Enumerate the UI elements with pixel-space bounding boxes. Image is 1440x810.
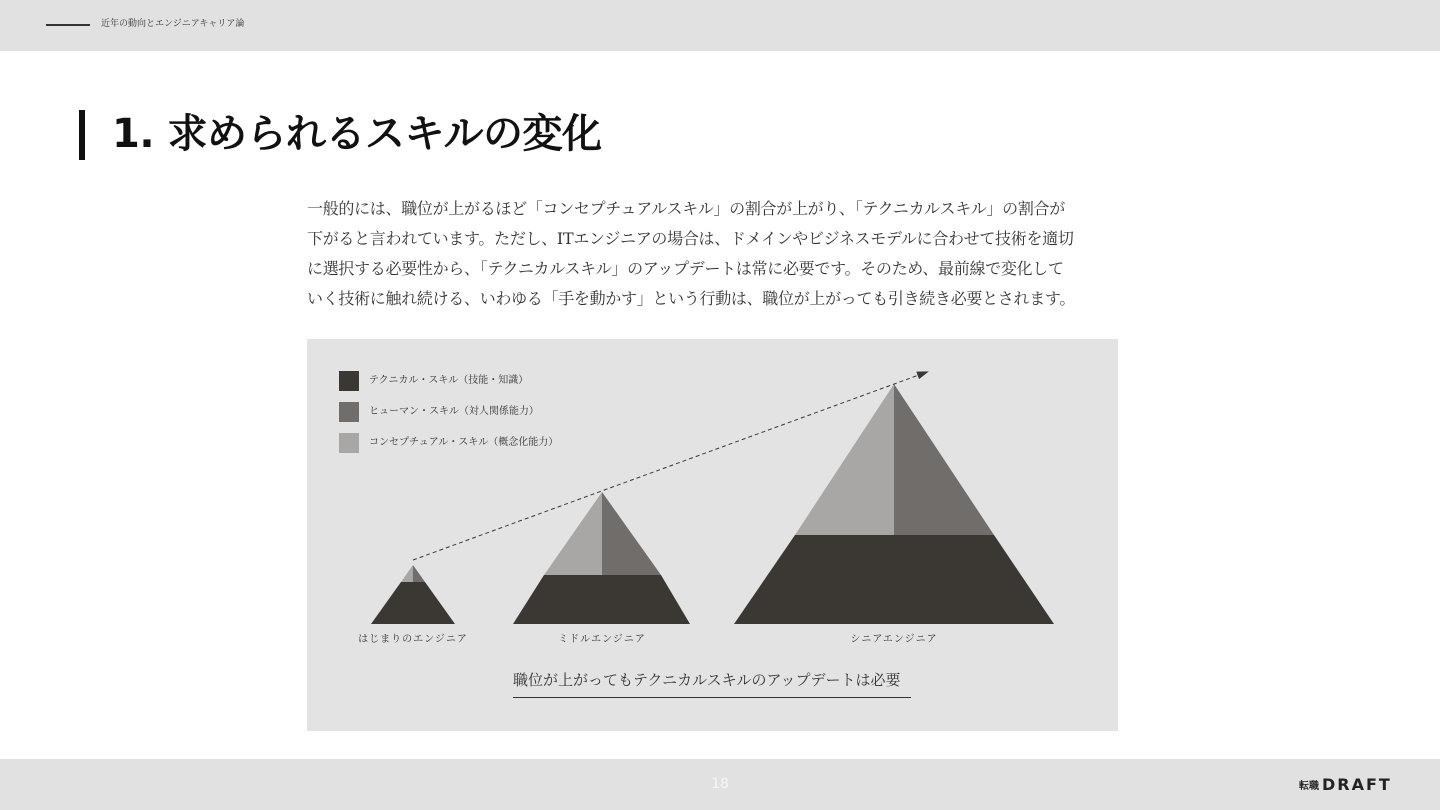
page-number: 18 — [711, 776, 729, 792]
human-skill-segment — [413, 565, 425, 582]
legend-swatch — [339, 433, 359, 453]
brand-logo — [1299, 774, 1392, 794]
logo-big-text: DRAFT — [1322, 775, 1392, 794]
legend-label: ヒューマン・スキル（対人関係能力） — [369, 406, 539, 417]
pyramid-middle — [513, 492, 690, 624]
pyramid-label-senior: シニアエンジニア — [850, 634, 938, 645]
body-line: に選択する必要性から、「テクニカルスキル」のアップデートは常に必要です。そのため、最前線で変化して — [307, 259, 1064, 278]
logo-small-text: 転職 — [1299, 781, 1319, 792]
legend-swatch — [339, 371, 359, 391]
header-bar — [0, 0, 1440, 51]
legend-label: テクニカル・スキル（技能・知識） — [369, 375, 529, 386]
technical-skill-segment — [734, 535, 1054, 624]
technical-skill-segment — [513, 575, 690, 624]
diagram-caption: 職位が上がってもテクニカルスキルのアップデートは必要 — [513, 669, 911, 698]
pyramid-label-middle: ミドルエンジニア — [558, 634, 646, 645]
legend-label: コンセプチュアル・スキル（概念化能力） — [369, 437, 559, 448]
slide-title: 1. 求められるスキルの変化 — [112, 111, 602, 157]
technical-skill-segment — [371, 582, 455, 624]
title-accent-bar — [79, 110, 85, 160]
human-skill-segment — [894, 384, 994, 535]
section-title: 近年の動向とエンジニアキャリア論 — [101, 19, 245, 29]
legend-swatch — [339, 402, 359, 422]
pyramid-label-junior: はじまりのエンジニア — [358, 634, 468, 645]
conceptual-skill-segment — [401, 565, 413, 582]
body-line: 下がると言われています。ただし、ITエンジニアの場合は、ドメインやビジネスモデルに合わせて技術を適切 — [307, 229, 1074, 248]
body-paragraph — [307, 194, 1127, 314]
skill-pyramid-diagram — [307, 339, 1118, 731]
pyramid-senior — [734, 384, 1054, 624]
footer-bar — [0, 759, 1440, 810]
body-line: 一般的には、職位が上がるほど「コンセプチュアルスキル」の割合が上がり、「テクニカルスキル」の割合が — [307, 199, 1065, 218]
pyramid-junior — [371, 565, 455, 624]
header-divider-line — [46, 24, 90, 26]
conceptual-skill-segment — [544, 492, 602, 575]
body-line: いく技術に触れ続ける、いわゆる「手を動かす」という行動は、職位が上がっても引き続き必要とされます。 — [307, 289, 1076, 308]
human-skill-segment — [602, 492, 661, 575]
conceptual-skill-segment — [795, 384, 894, 535]
